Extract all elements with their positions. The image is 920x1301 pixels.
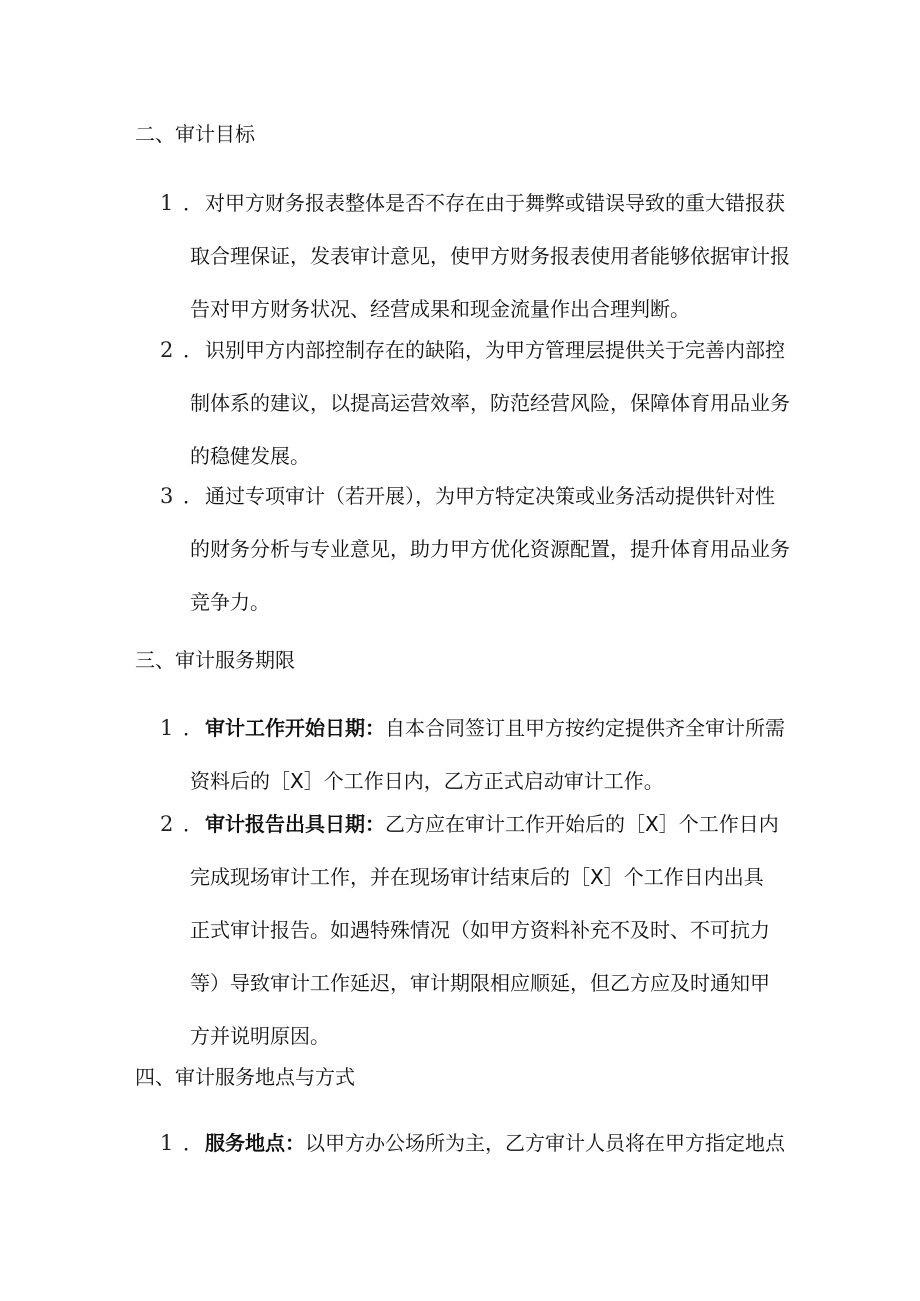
paragraph-line: ．对甲方财务报表整体是否不存在由于舞弊或错误导致的重大错报获 [183,191,785,215]
paragraph-line: 告对甲方财务状况、经营成果和现金流量作出合理判断。 [190,297,690,321]
item-number: 2 [160,338,174,362]
item-number: 1 [160,1131,174,1155]
item-number: 3 [160,484,174,508]
list-item [160,481,800,640]
paragraph-line: ．识别甲方内部控制存在的缺陷，为甲方管理层提供关于完善内部控 [183,338,785,362]
item-label: 服务地点： [205,1131,305,1155]
list-separator: ． [183,484,205,508]
list-item [160,1128,800,1181]
item-number: 1 [160,191,174,215]
paragraph-line: 等）导致审计工作延迟，审计期限相应顺延，但乙方应及时通知甲 [190,971,770,995]
paragraph-line: ．审计报告出具日期：乙方应在审计工作开始后的［X］个工作日内 [183,812,779,836]
list-item [160,713,800,819]
paragraph-line: 取合理保证，发表审计意见，使甲方财务报表使用者能够依据审计报 [190,244,790,268]
paragraph-line: 的稳健发展。 [190,444,310,468]
list-separator: ． [183,716,205,740]
paragraph-line: ．服务地点：以甲方办公场所为主，乙方审计人员将在甲方指定地点 [183,1131,785,1155]
item-number: 2 [160,812,174,836]
item-label: 审计工作开始日期： [205,716,385,740]
list-separator: ． [183,812,205,836]
list-separator: ． [183,1131,205,1155]
list-separator: ． [183,191,205,215]
list-separator: ． [183,338,205,362]
paragraph-line: 竞争力。 [190,590,270,614]
section-heading-service-location: 四、审计服务地点与方式 [135,1065,355,1089]
item-label: 审计报告出具日期： [205,812,385,836]
paragraph-line: 完成现场审计工作，并在现场审计结束后的［X］个工作日内出具 [190,865,764,889]
list-item [160,335,800,494]
paragraph-line: 制体系的建议，以提高运营效率，防范经营风险，保障体育用品业务 [190,391,790,415]
paragraph-line: ．通过专项审计（若开展），为甲方特定决策或业务活动提供针对性 [183,484,775,508]
section-heading-objectives: 二、审计目标 [135,122,255,146]
list-item [160,188,800,347]
item-number: 1 [160,716,174,740]
paragraph-line: 方并说明原因。 [190,1024,330,1048]
paragraph-line: ．审计工作开始日期：自本合同签订且甲方按约定提供齐全审计所需 [183,716,785,740]
list-item [160,809,800,1074]
paragraph-line: 资料后的［X］个工作日内，乙方正式启动审计工作。 [190,769,664,793]
section-heading-service-period: 三、审计服务期限 [135,648,295,672]
paragraph-line: 正式审计报告。如遇特殊情况（如甲方资料补充不及时、不可抗力 [190,918,770,942]
paragraph-line: 的财务分析与专业意见，助力甲方优化资源配置，提升体育用品业务 [190,537,790,561]
